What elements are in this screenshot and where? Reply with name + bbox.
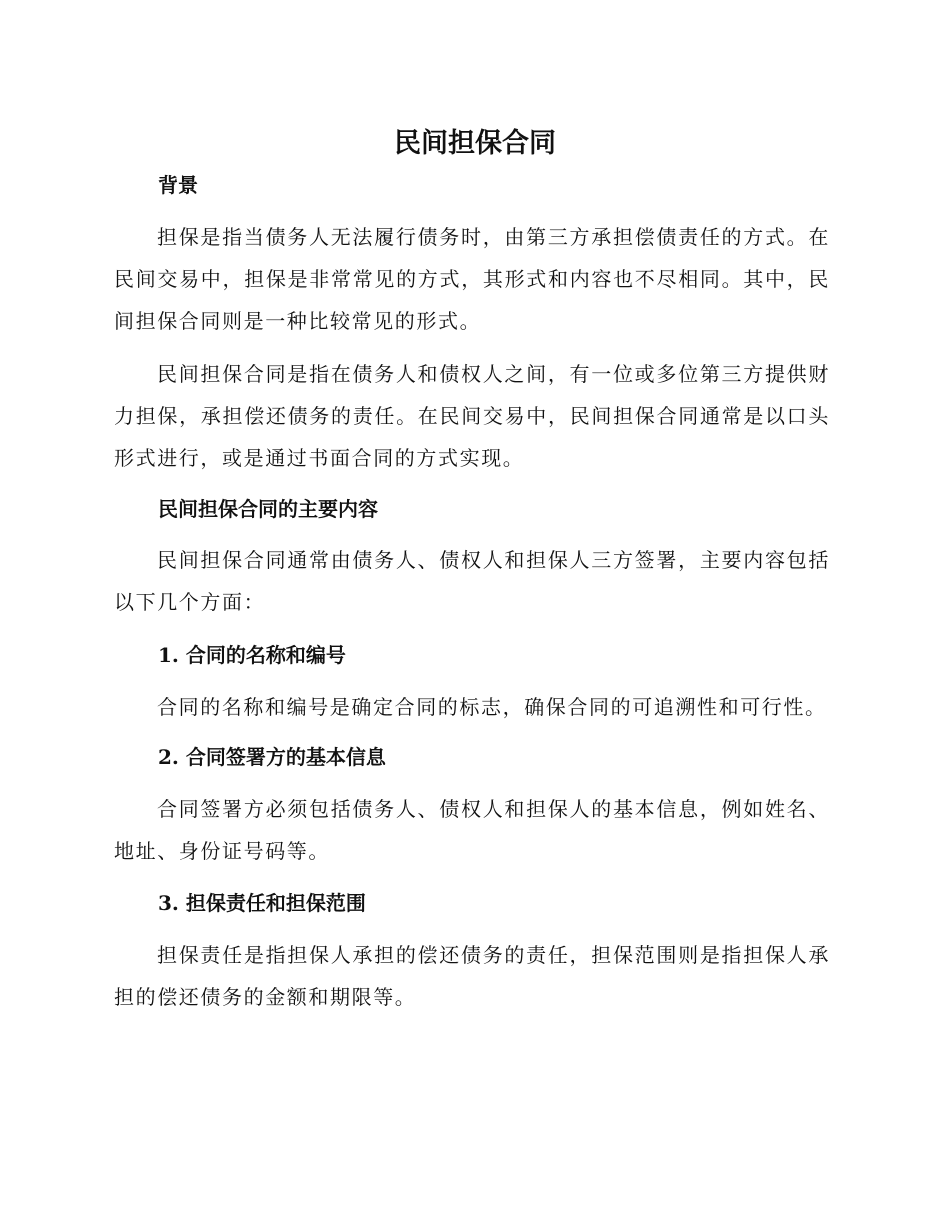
paragraph: 担保责任是指担保人承担的偿还债务的责任，担保范围则是指担保人承担的偿还债务的金额和期限等。 bbox=[114, 943, 830, 1009]
paragraph: 担保是指当债务人无法履行债务时，由第三方承担偿债责任的方式。在民间交易中，担保是非常常见的方式，其形式和内容也不尽相同。其中，民间担保合同则是一种比较常见的形式。 bbox=[114, 225, 830, 333]
paragraph: 民间担保合同是指在债务人和债权人之间，有一位或多位第三方提供财力担保，承担偿还债务的责任。在民间交易中，民间担保合同通常是以口头形式进行，或是通过书面合同的方式实现。 bbox=[114, 362, 830, 470]
section-heading-background: 背景 bbox=[158, 173, 198, 197]
paragraph: 合同的名称和编号是确定合同的标志，确保合同的可追溯性和可行性。 bbox=[157, 695, 827, 719]
paragraph: 民间担保合同通常由债务人、债权人和担保人三方签署，主要内容包括以下几个方面： bbox=[114, 548, 830, 614]
page-title: 民间担保合同 bbox=[394, 128, 556, 159]
paragraph: 合同签署方必须包括债务人、债权人和担保人的基本信息，例如姓名、地址、身份证号码等。 bbox=[114, 797, 830, 863]
section-heading-signatory-info: 2. 合同签署方的基本信息 bbox=[158, 745, 386, 769]
section-heading-guarantee-scope: 3. 担保责任和担保范围 bbox=[158, 891, 366, 915]
section-heading-main-content: 民间担保合同的主要内容 bbox=[158, 497, 378, 521]
section-heading-contract-name: 1. 合同的名称和编号 bbox=[158, 643, 346, 667]
